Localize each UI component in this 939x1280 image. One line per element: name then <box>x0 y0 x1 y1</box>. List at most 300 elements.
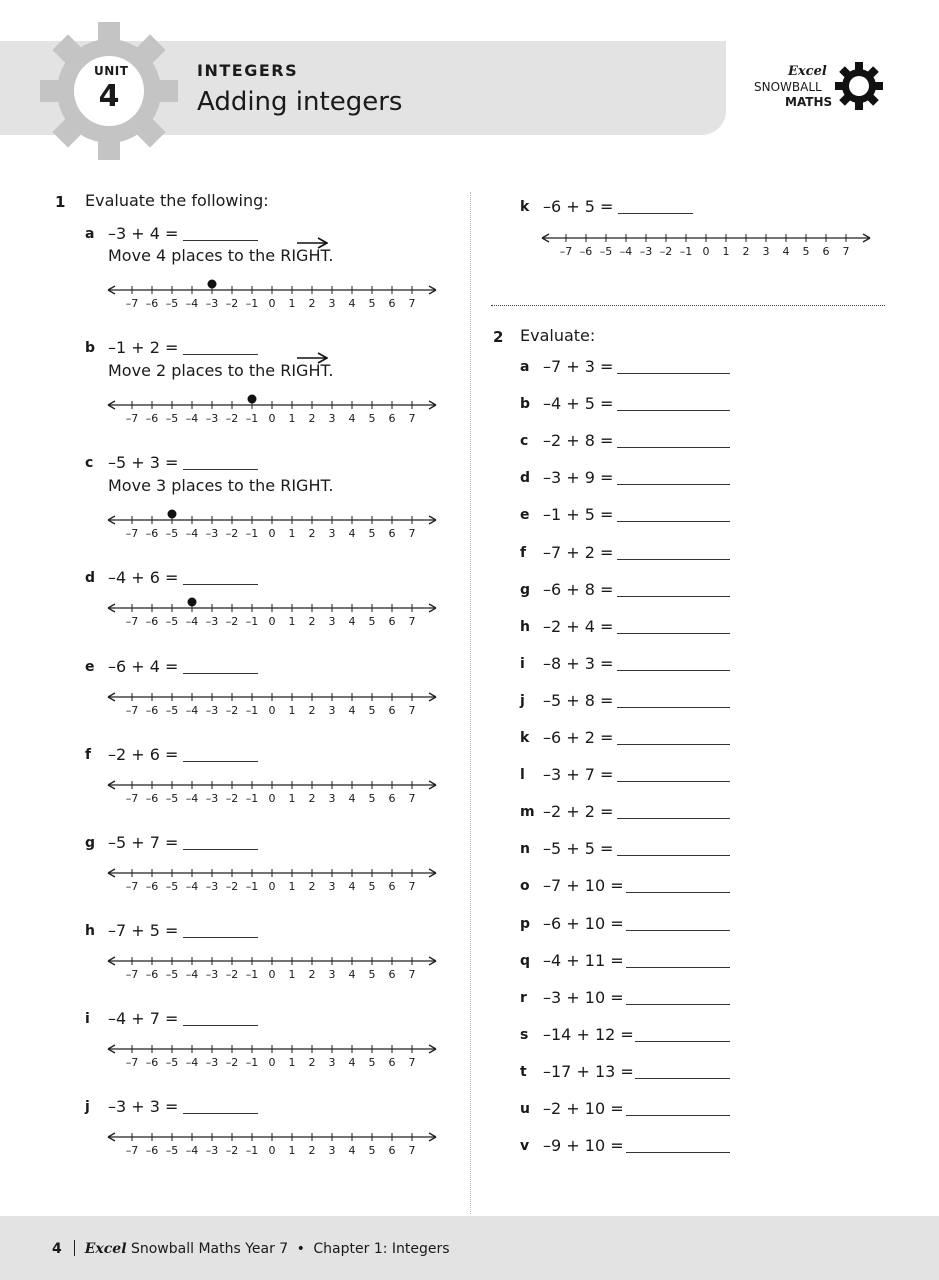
expression: –3 + 4 = <box>108 224 179 243</box>
tick-label: –1 <box>245 880 259 893</box>
tick-label: –2 <box>225 792 239 805</box>
answer-blank[interactable] <box>183 937 258 938</box>
question-item <box>520 765 735 785</box>
tick-label: 0 <box>268 412 276 425</box>
expression: –2 + 6 = <box>108 745 179 764</box>
brand-maths: MATHS <box>785 95 833 109</box>
answer-blank[interactable] <box>617 410 730 411</box>
tick-label: 0 <box>268 880 276 893</box>
tick-label: –6 <box>145 880 159 893</box>
answer-blank[interactable] <box>626 930 730 931</box>
tick-label: –4 <box>185 792 199 805</box>
expression: –6 + 2 = <box>543 728 614 747</box>
question-item <box>85 338 305 358</box>
item-letter: l <box>520 767 525 783</box>
tick-label: –5 <box>165 1144 179 1157</box>
expression: –7 + 5 = <box>108 921 179 940</box>
tick-label: 7 <box>408 615 416 628</box>
expression: –3 + 3 = <box>108 1097 179 1116</box>
answer-blank[interactable] <box>183 240 258 241</box>
item-letter: g <box>520 582 531 598</box>
tick-label: –5 <box>599 245 613 258</box>
answer-blank[interactable] <box>626 967 730 968</box>
expression: –7 + 3 = <box>543 357 614 376</box>
tick-label: –7 <box>125 412 139 425</box>
answer-blank[interactable] <box>183 761 258 762</box>
expression: –6 + 8 = <box>543 580 614 599</box>
item-letter: f <box>520 545 527 561</box>
tick-label: –5 <box>165 792 179 805</box>
tick-label: –2 <box>225 968 239 981</box>
tick-label: 6 <box>388 297 396 310</box>
tick-label: 6 <box>388 1144 396 1157</box>
answer-blank[interactable] <box>635 1041 730 1042</box>
tick-label: 1 <box>288 615 296 628</box>
item-letter: h <box>520 619 530 635</box>
answer-blank[interactable] <box>183 354 258 355</box>
unit-label: UNIT <box>94 64 129 78</box>
answer-blank[interactable] <box>617 744 730 745</box>
tick-label: 4 <box>348 1056 356 1069</box>
expression: –2 + 8 = <box>543 431 614 450</box>
expression: –3 + 9 = <box>543 468 614 487</box>
start-dot <box>208 280 217 289</box>
answer-blank[interactable] <box>617 670 730 671</box>
tick-label: –4 <box>185 704 199 717</box>
expression: –7 + 10 = <box>543 876 624 895</box>
tick-label: –7 <box>125 1056 139 1069</box>
item-letter: b <box>85 340 96 356</box>
tick-label: –3 <box>205 792 219 805</box>
answer-blank[interactable] <box>183 584 258 585</box>
tick-label: 5 <box>368 704 376 717</box>
tick-label: –3 <box>205 615 219 628</box>
tick-label: –3 <box>205 1144 219 1157</box>
item-letter: f <box>85 747 92 763</box>
question-item <box>85 453 305 473</box>
right-arrow-icon <box>296 237 328 249</box>
tick-label: –1 <box>245 527 259 540</box>
tick-label: –3 <box>639 245 653 258</box>
footer-divider <box>74 1240 75 1256</box>
question-item <box>520 914 735 934</box>
tick-label: –2 <box>225 1144 239 1157</box>
tick-label: –7 <box>125 527 139 540</box>
start-dot <box>188 598 197 607</box>
tick-label: –3 <box>205 1056 219 1069</box>
tick-label: 1 <box>288 412 296 425</box>
tick-label: –3 <box>205 527 219 540</box>
tick-label: 3 <box>328 297 336 310</box>
tick-label: –5 <box>165 527 179 540</box>
tick-label: 5 <box>368 880 376 893</box>
tick-label: –2 <box>225 704 239 717</box>
tick-label: –5 <box>165 1056 179 1069</box>
question-item <box>520 617 735 637</box>
expression: –7 + 2 = <box>543 543 614 562</box>
question-item <box>520 802 735 822</box>
brand-logo <box>748 62 888 114</box>
question-prompt: Evaluate the following: <box>85 191 269 210</box>
tick-label: 1 <box>288 527 296 540</box>
item-letter: o <box>520 878 530 894</box>
question-item <box>520 543 735 563</box>
question-item <box>520 1025 735 1045</box>
start-dot <box>168 510 177 519</box>
question-item <box>520 654 735 674</box>
tick-label: 4 <box>348 880 356 893</box>
section-separator <box>491 305 885 306</box>
tick-label: 0 <box>268 527 276 540</box>
expression: –6 + 10 = <box>543 914 624 933</box>
tick-label: –4 <box>185 412 199 425</box>
tick-label: 4 <box>348 412 356 425</box>
tick-label: 7 <box>408 527 416 540</box>
instruction-text: Move 4 places to the RIGHT. <box>108 246 334 265</box>
tick-label: 5 <box>802 245 810 258</box>
answer-blank[interactable] <box>626 1152 730 1153</box>
tick-label: 5 <box>368 792 376 805</box>
tick-label: 5 <box>368 968 376 981</box>
item-letter: a <box>85 226 95 242</box>
question-item <box>520 580 735 600</box>
tick-label: –3 <box>205 412 219 425</box>
question-item <box>85 1009 305 1029</box>
question-item <box>520 876 735 896</box>
tick-label: 5 <box>368 527 376 540</box>
answer-blank[interactable] <box>617 855 730 856</box>
number-line <box>106 396 438 424</box>
tick-label: –2 <box>659 245 673 258</box>
tick-label: 6 <box>388 527 396 540</box>
tick-label: 6 <box>388 792 396 805</box>
tick-label: 4 <box>348 792 356 805</box>
footer-chapter: Chapter 1: Integers <box>313 1241 450 1257</box>
footer-bullet: • <box>296 1241 305 1257</box>
item-letter: d <box>520 470 531 486</box>
tick-label: –2 <box>225 880 239 893</box>
question-item <box>85 1097 305 1117</box>
tick-label: –1 <box>245 1144 259 1157</box>
item-letter: s <box>520 1027 529 1043</box>
tick-label: –2 <box>225 1056 239 1069</box>
tick-label: 0 <box>702 245 710 258</box>
answer-blank[interactable] <box>626 892 730 893</box>
tick-label: 4 <box>348 1144 356 1157</box>
tick-label: 7 <box>408 792 416 805</box>
answer-blank[interactable] <box>183 673 258 674</box>
expression: –4 + 6 = <box>108 568 179 587</box>
number-line <box>106 688 438 716</box>
question-item <box>85 833 305 853</box>
tick-label: –5 <box>165 297 179 310</box>
item-letter: b <box>520 396 531 412</box>
number-line <box>106 599 438 627</box>
expression: –5 + 3 = <box>108 453 179 472</box>
answer-blank[interactable] <box>626 1004 730 1005</box>
tick-label: 7 <box>408 968 416 981</box>
tick-label: –6 <box>145 968 159 981</box>
brand-excel: Excel <box>788 64 827 79</box>
expression: –9 + 10 = <box>543 1136 624 1155</box>
column-divider <box>470 192 471 1214</box>
item-letter: e <box>520 507 530 523</box>
tick-label: –6 <box>145 297 159 310</box>
tick-label: –6 <box>579 245 593 258</box>
tick-label: –1 <box>679 245 693 258</box>
tick-label: 2 <box>742 245 750 258</box>
tick-label: 6 <box>388 412 396 425</box>
tick-label: 3 <box>328 1056 336 1069</box>
expression: –3 + 10 = <box>543 988 624 1007</box>
number-line <box>106 952 438 980</box>
tick-label: 2 <box>308 880 316 893</box>
start-dot <box>248 395 257 404</box>
number-line <box>540 229 872 257</box>
tick-label: 5 <box>368 615 376 628</box>
answer-blank[interactable] <box>617 596 730 597</box>
answer-blank[interactable] <box>617 559 730 560</box>
answer-blank[interactable] <box>183 469 258 470</box>
instruction-text: Move 3 places to the RIGHT. <box>108 476 334 495</box>
tick-label: 2 <box>308 297 316 310</box>
tick-label: 5 <box>368 297 376 310</box>
tick-label: 2 <box>308 615 316 628</box>
topic-heading: INTEGERS <box>197 61 299 80</box>
tick-label: –1 <box>245 615 259 628</box>
expression: –1 + 2 = <box>108 338 179 357</box>
tick-label: 6 <box>388 880 396 893</box>
tick-label: –6 <box>145 527 159 540</box>
tick-label: –4 <box>185 297 199 310</box>
tick-label: –7 <box>125 880 139 893</box>
item-letter: h <box>85 923 95 939</box>
tick-label: –1 <box>245 792 259 805</box>
tick-label: –1 <box>245 297 259 310</box>
item-letter: p <box>520 916 531 932</box>
tick-label: 0 <box>268 615 276 628</box>
answer-blank[interactable] <box>635 1078 730 1079</box>
answer-blank[interactable] <box>617 818 730 819</box>
expression: –3 + 7 = <box>543 765 614 784</box>
expression: –4 + 11 = <box>543 951 624 970</box>
tick-label: 7 <box>842 245 850 258</box>
question-item <box>520 839 735 859</box>
answer-blank[interactable] <box>183 1113 258 1114</box>
tick-label: 5 <box>368 1144 376 1157</box>
tick-label: –5 <box>165 968 179 981</box>
unit-number: 4 <box>98 79 120 114</box>
tick-label: –6 <box>145 1144 159 1157</box>
item-letter: c <box>520 433 529 449</box>
tick-label: 0 <box>268 792 276 805</box>
tick-label: 4 <box>348 704 356 717</box>
tick-label: 0 <box>268 704 276 717</box>
item-letter: u <box>520 1101 530 1117</box>
tick-label: 1 <box>288 297 296 310</box>
tick-label: 2 <box>308 792 316 805</box>
tick-label: 2 <box>308 1144 316 1157</box>
question-prompt: Evaluate: <box>520 326 596 345</box>
tick-label: –3 <box>205 968 219 981</box>
tick-label: 6 <box>388 1056 396 1069</box>
expression: –14 + 12 = <box>543 1025 634 1044</box>
brand-gear-icon <box>835 62 883 110</box>
question-item <box>520 1136 735 1156</box>
tick-label: 4 <box>348 527 356 540</box>
expression: –8 + 3 = <box>543 654 614 673</box>
question-item <box>85 657 305 677</box>
tick-label: –1 <box>245 968 259 981</box>
instruction-text: Move 2 places to the RIGHT. <box>108 361 334 380</box>
tick-label: 0 <box>268 1056 276 1069</box>
tick-label: 6 <box>388 615 396 628</box>
tick-label: 0 <box>268 297 276 310</box>
number-line <box>106 281 438 309</box>
tick-label: 2 <box>308 968 316 981</box>
question-item <box>520 394 735 414</box>
tick-label: –4 <box>185 527 199 540</box>
tick-label: 3 <box>328 968 336 981</box>
tick-label: 1 <box>288 880 296 893</box>
question-item <box>85 568 305 588</box>
tick-label: 6 <box>388 704 396 717</box>
item-letter: j <box>520 693 525 709</box>
tick-label: 7 <box>408 297 416 310</box>
number-line <box>106 864 438 892</box>
expression: –17 + 13 = <box>543 1062 634 1081</box>
item-letter: r <box>520 990 527 1006</box>
item-letter: n <box>520 841 530 857</box>
expression: –5 + 5 = <box>543 839 614 858</box>
brand-snowball: SNOWBALL <box>754 80 822 94</box>
expression: –5 + 8 = <box>543 691 614 710</box>
item-letter: m <box>520 804 535 820</box>
tick-label: –6 <box>145 792 159 805</box>
expression: –2 + 10 = <box>543 1099 624 1118</box>
tick-label: –6 <box>145 412 159 425</box>
item-letter: e <box>85 659 95 675</box>
tick-label: –7 <box>125 615 139 628</box>
answer-blank[interactable] <box>617 633 730 634</box>
footer <box>52 1240 450 1257</box>
tick-label: 1 <box>288 1056 296 1069</box>
tick-label: 2 <box>308 1056 316 1069</box>
tick-label: 3 <box>328 615 336 628</box>
expression: –4 + 7 = <box>108 1009 179 1028</box>
item-letter: d <box>85 570 96 586</box>
answer-blank[interactable] <box>618 213 693 214</box>
tick-label: 3 <box>328 792 336 805</box>
item-letter: i <box>85 1011 90 1027</box>
answer-blank[interactable] <box>617 373 730 374</box>
tick-label: –1 <box>245 704 259 717</box>
item-letter: v <box>520 1138 530 1154</box>
expression: –6 + 4 = <box>108 657 179 676</box>
item-letter: c <box>85 455 94 471</box>
tick-label: 2 <box>308 527 316 540</box>
answer-blank[interactable] <box>626 1115 730 1116</box>
question-item <box>85 745 305 765</box>
tick-label: –3 <box>205 880 219 893</box>
tick-label: –6 <box>145 1056 159 1069</box>
tick-label: –7 <box>125 704 139 717</box>
question-item <box>520 357 735 377</box>
expression: –2 + 2 = <box>543 802 614 821</box>
tick-label: –7 <box>125 968 139 981</box>
tick-label: 4 <box>348 297 356 310</box>
tick-label: 4 <box>348 615 356 628</box>
question-item <box>520 468 735 488</box>
tick-label: –6 <box>145 704 159 717</box>
tick-label: –4 <box>185 880 199 893</box>
item-letter: g <box>85 835 96 851</box>
tick-label: 3 <box>762 245 770 258</box>
question-item <box>520 1062 735 1082</box>
answer-blank[interactable] <box>183 849 258 850</box>
tick-label: –2 <box>225 297 239 310</box>
tick-label: –5 <box>165 412 179 425</box>
tick-label: –7 <box>125 297 139 310</box>
number-line <box>106 511 438 539</box>
question-number: 2 <box>493 328 504 346</box>
tick-label: 2 <box>308 704 316 717</box>
tick-label: –3 <box>205 297 219 310</box>
tick-label: 1 <box>288 792 296 805</box>
tick-label: –4 <box>185 615 199 628</box>
tick-label: 7 <box>408 880 416 893</box>
answer-blank[interactable] <box>617 781 730 782</box>
tick-label: –7 <box>125 792 139 805</box>
tick-label: 4 <box>782 245 790 258</box>
tick-label: 2 <box>308 412 316 425</box>
tick-label: 0 <box>268 1144 276 1157</box>
tick-label: –1 <box>245 1056 259 1069</box>
item-letter: t <box>520 1064 527 1080</box>
question-item <box>85 921 305 941</box>
answer-blank[interactable] <box>183 1025 258 1026</box>
tick-label: 6 <box>822 245 830 258</box>
item-letter: k <box>520 199 530 215</box>
question-item <box>520 951 735 971</box>
item-letter: j <box>85 1099 90 1115</box>
tick-label: 7 <box>408 1056 416 1069</box>
question-item <box>520 431 735 451</box>
tick-label: 7 <box>408 704 416 717</box>
question-item <box>520 505 735 525</box>
item-letter: q <box>520 953 531 969</box>
tick-label: 3 <box>328 412 336 425</box>
tick-label: –7 <box>125 1144 139 1157</box>
tick-label: 1 <box>722 245 730 258</box>
answer-blank[interactable] <box>617 707 730 708</box>
number-line <box>106 1040 438 1068</box>
expression: –6 + 5 = <box>543 197 614 216</box>
page-number: 4 <box>52 1241 62 1257</box>
tick-label: –5 <box>165 880 179 893</box>
number-line <box>106 1128 438 1156</box>
answer-blank[interactable] <box>617 447 730 448</box>
tick-label: –1 <box>245 412 259 425</box>
tick-label: –2 <box>225 615 239 628</box>
answer-blank[interactable] <box>617 484 730 485</box>
answer-blank[interactable] <box>617 521 730 522</box>
item-letter: i <box>520 656 525 672</box>
question-item <box>520 728 735 748</box>
tick-label: 1 <box>288 1144 296 1157</box>
tick-label: 3 <box>328 1144 336 1157</box>
tick-label: 6 <box>388 968 396 981</box>
